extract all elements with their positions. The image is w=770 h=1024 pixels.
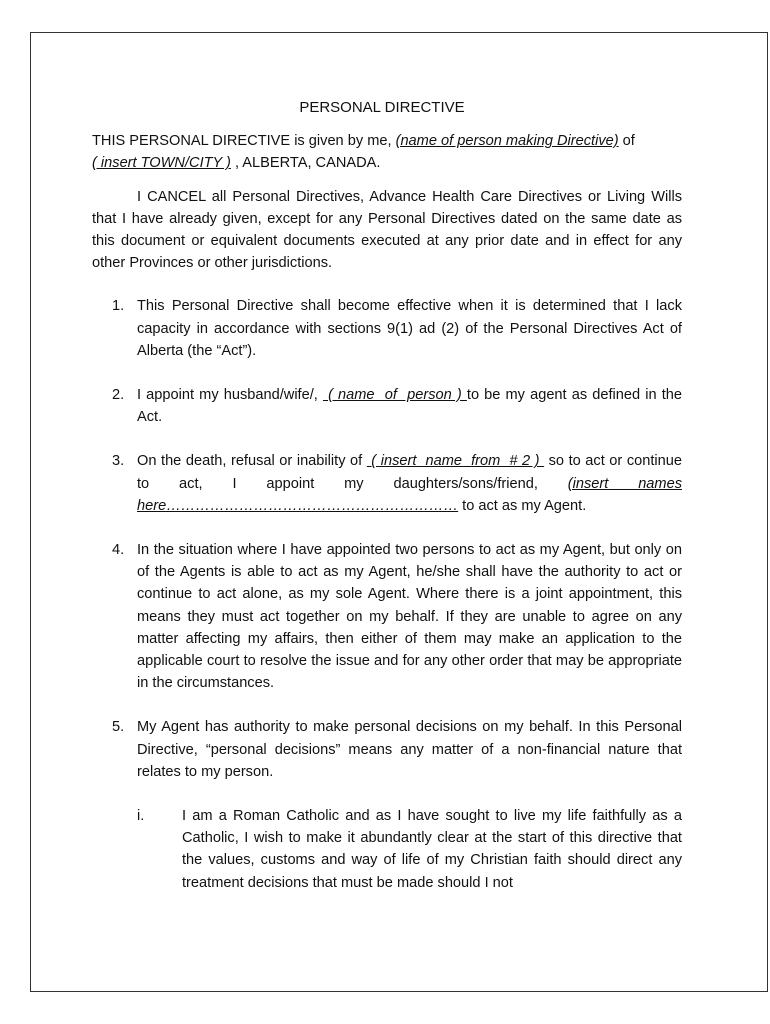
- item-text: My Agent has authority to make personal decisions on my behalf. In this Personal Directive, “personal decisions” means any matter of a non-financial nature that relates to my person.: [137, 719, 682, 780]
- list-item-4: [92, 539, 682, 694]
- intro-text-3: , ALBERTA, CANADA.: [230, 155, 381, 172]
- document-body: [92, 97, 682, 894]
- list-item-3: [92, 450, 682, 517]
- item-text: In the situation where I have appointed two persons to act as my Agent, but only on of the Agents is able to act as my Agent, he/she shall have the authority to act or continue to act alone, as my sole Agent. Where there is a joint appointment, this means they must act together on my behalf. If they are unable to agree on any matter affecting my affairs, then either of them may make an application to the applicable court to resolve the issue and for any other order that may be appropriate in the circumstances.: [137, 542, 682, 692]
- numbered-list: [92, 295, 682, 893]
- item-number: 5.: [112, 719, 125, 736]
- item-number: 1.: [112, 298, 125, 315]
- cancel-paragraph: I CANCEL all Personal Directives, Advance Health Care Directives or Living Wills that I have already given, except for any Personal Directives dated on the same date as this document or equivalent documents executed at any prior date and in effect for any other Provinces or other jurisdictions.: [92, 188, 682, 272]
- alternate-agents-blank: (insert names here……………………………………………………: [137, 475, 682, 514]
- alternate-name-blank: ( insert name from # 2 ): [366, 453, 545, 470]
- intro-text-2: of: [618, 133, 635, 150]
- document-title: PERSONAL DIRECTIVE: [299, 99, 465, 116]
- intro-paragraph: [92, 130, 682, 174]
- agent-name-blank: ( name of person ): [322, 387, 467, 404]
- list-item-5: [92, 716, 682, 783]
- item-text-2: so to act or continue to act, I appoint my daughters/sons/friend,: [137, 453, 682, 492]
- item-text-1: I appoint my husband/wife/,: [137, 387, 323, 404]
- item-number: 2.: [112, 387, 125, 404]
- item-text-1: On the death, refusal or inability of: [137, 453, 367, 470]
- item-text-2: to be my agent as defined in the Act.: [137, 387, 682, 426]
- intro-text-1: THIS PERSONAL DIRECTIVE is given by me,: [92, 133, 396, 150]
- item-number: 4.: [112, 542, 125, 559]
- sub-item-number: i.: [137, 808, 145, 825]
- list-item-1: [92, 295, 682, 362]
- name-blank: (name of person making Directive): [395, 133, 619, 150]
- item-text: This Personal Directive shall become effective when it is determined that I lack capacity in accordance with sections 9(1) ad (2) of the Personal Directives Act of Alberta (the “Act”).: [137, 298, 682, 359]
- item-number: 3.: [112, 453, 125, 470]
- sub-item-text: I am a Roman Catholic and as I have sought to live my life faithfully as a Catholic, I wish to make it abundantly clear at the start of this directive that the values, customs and way of life of my Christian faith should direct any treatment decisions that must be made should I not: [182, 808, 682, 891]
- town-blank: ( insert TOWN/CITY ): [92, 155, 231, 172]
- list-item-2: [92, 384, 682, 428]
- item-text-3: to act as my Agent.: [458, 497, 587, 514]
- sub-item-i: [92, 805, 682, 894]
